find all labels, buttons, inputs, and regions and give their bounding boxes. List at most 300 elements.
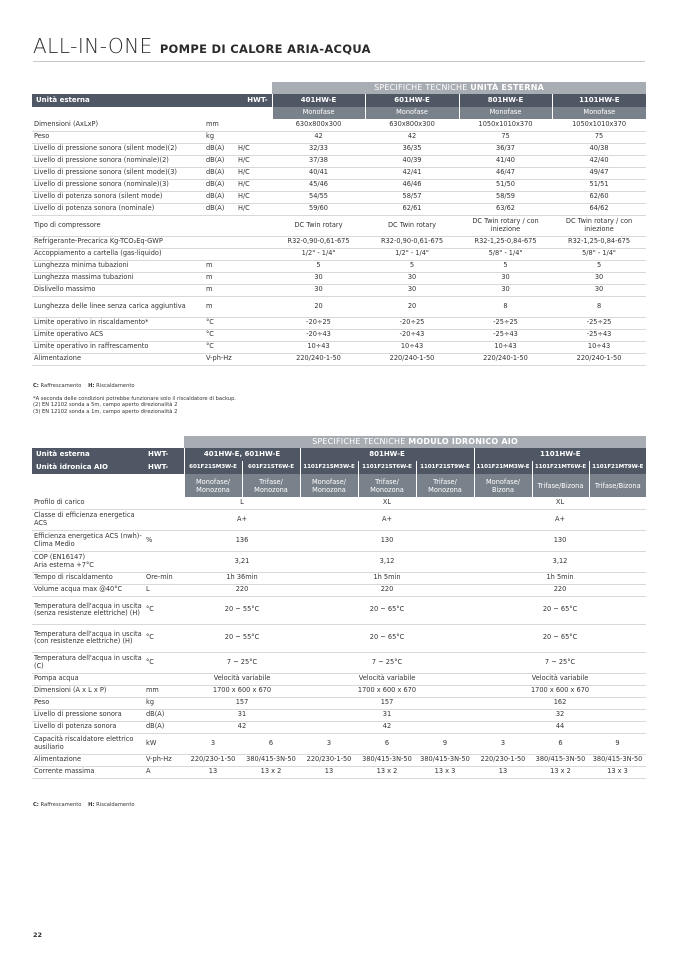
row-mode [236,329,272,341]
row-label: COP (EN16147) Aria esterna +7°C [32,551,144,572]
header-divider [33,61,645,62]
cell-value: 51/50 [459,179,552,191]
row-label: Capacità riscaldatore elettrico ausiliario [32,733,144,754]
cell-value: 49/47 [552,167,646,179]
table-row [32,709,646,721]
cell-value: Velocità variabile [300,673,474,685]
hydronic-model: 1101F21MT6W-E [532,461,589,474]
cell-value: 1700 x 600 x 670 [300,685,474,697]
row-label: Temperatura dell'acqua in uscita (senza resistenze elettriche) (H) [32,596,144,624]
page-title: ALL-IN-ONE [33,34,153,58]
cell-value: 32 [474,709,646,721]
cell-value: 1050x1010x370 [552,119,646,131]
cell-value: 13 x 2 [532,766,589,778]
cell-value: 220/230-1-50 [300,754,358,766]
cell-value: 7 ~ 25°C [184,652,300,673]
row-label: Tipo di compressore [32,215,204,236]
row-mode [236,284,272,296]
row-mode [236,215,272,236]
row-mode [236,272,272,284]
outdoor-phase-row [32,107,646,119]
cell-value: 59/60 [272,203,365,215]
cell-value: 6 [242,733,300,754]
cell-value: 162 [474,697,646,709]
cell-value: 3,12 [474,551,646,572]
cell-value: 42 [365,131,459,143]
cell-value: 58/57 [365,191,459,203]
row-unit: A [144,766,184,778]
cell-value: XL [474,497,646,509]
cell-value: 220/230-1-50 [474,754,532,766]
row-unit: m [204,296,236,317]
table-row [32,530,646,551]
cell-value: 3,21 [184,551,300,572]
cell-value: 220/240-1-50 [459,353,552,365]
row-mode: H/C [236,143,272,155]
cell-value: 75 [552,131,646,143]
cell-value: 136 [184,530,300,551]
row-unit: m [204,272,236,284]
row-label: Volume acqua max @40°C [32,584,144,596]
row-unit: % [144,530,184,551]
footnote-3: (3) EN 12102 sonda a 1m, campo aperto direzionalità 2 [33,408,178,415]
cell-value: 130 [474,530,646,551]
cell-value: 58/59 [459,191,552,203]
table-row [32,155,646,167]
cell-value: 7 ~ 25°C [474,652,646,673]
row-unit: dB(A) [144,709,184,721]
cell-value: 380/415-3N-50 [416,754,474,766]
cell-value: 10÷43 [552,341,646,353]
row-unit: °C [144,624,184,652]
cell-value: 44 [474,721,646,733]
row-label: Limite operativo ACS [32,329,204,341]
row-label: Livello di pressione sonora (silent mode)(2) [32,143,204,155]
hydronic-module-spec-table [32,436,646,779]
outdoor-unit-label: Unità esterna [32,448,144,461]
row-unit [204,215,236,236]
cell-value: 46/46 [365,179,459,191]
cell-value: -25÷43 [459,329,552,341]
cell-value: 20 ~ 65°C [474,624,646,652]
row-unit: V-ph-Hz [144,754,184,766]
cell-value: 30 [272,284,365,296]
phase-cell: Monofase [365,107,459,119]
cell-value: 42 [184,721,300,733]
cell-value: -25÷25 [459,317,552,329]
row-label: Tempo di riscaldamento [32,572,144,584]
cell-value: 30 [552,284,646,296]
row-label: Temperatura dell'acqua in uscita (con resistenze elettriche) (H) [32,624,144,652]
cell-value: 13 [184,766,242,778]
row-unit: dB(A) [204,143,236,155]
row-label: Livello di pressione sonora (nominale)(2) [32,155,204,167]
page-number: 22 [33,931,43,939]
row-label: Livello di potenza sonora (silent mode) [32,191,204,203]
table-row [32,272,646,284]
cell-value: DC Twin rotary / con iniezione [459,215,552,236]
model-prefix: HWT- [144,461,184,474]
cell-value: 54/55 [272,191,365,203]
cell-value: 6 [358,733,416,754]
cell-value: 37/38 [272,155,365,167]
row-unit: dB(A) [204,167,236,179]
row-unit: °C [204,317,236,329]
cell-value: 1700 x 600 x 670 [474,685,646,697]
cell-value: 36/35 [365,143,459,155]
cell-value: 1h 5min [300,572,474,584]
cell-value: 42/40 [552,155,646,167]
hydronic-model: 1101F21ST9W-E [416,461,474,474]
cell-value: 3,12 [300,551,474,572]
table-row [32,509,646,530]
row-unit: °C [204,341,236,353]
cell-value: 20 ~ 55°C [184,596,300,624]
cell-value: 1h 36min [184,572,300,584]
cell-value: 3 [474,733,532,754]
hydronic-model-row [32,461,646,474]
row-unit: m [204,260,236,272]
cell-value: 30 [459,272,552,284]
cell-value: 220/240-1-50 [272,353,365,365]
table-row [32,119,646,131]
row-label: Temperatura dell'acqua in uscita (C) [32,652,144,673]
row-unit: mm [204,119,236,131]
table-row [32,260,646,272]
cell-value: 8 [459,296,552,317]
cell-value: 42/41 [365,167,459,179]
cell-value: R32-0,90-0,61-675 [272,236,365,248]
row-label: Accoppiamento a cartella (gas-liquido) [32,248,204,260]
cell-value: 5 [272,260,365,272]
table-row [32,203,646,215]
row-label: Peso [32,697,144,709]
cell-value: 5/8" - 1/4" [459,248,552,260]
row-label: Refrigerante-Precarica Kg-TCO₂Eq-GWP [32,236,204,248]
cell-value: R32-0,90-0,61-675 [365,236,459,248]
cell-value: 30 [459,284,552,296]
cell-value: 31 [300,709,474,721]
row-mode [236,131,272,143]
cell-value: A+ [474,509,646,530]
page-header [33,34,371,58]
hydronic-model: 1101F21SM3W-E [300,461,358,474]
cell-value: 13 x 2 [242,766,300,778]
cell-value: -20÷25 [365,317,459,329]
row-label: Livello di potenza sonora [32,721,144,733]
row-unit: °C [144,596,184,624]
table-row [32,754,646,766]
table-row [32,624,646,652]
row-unit: dB(A) [204,191,236,203]
cell-value: Velocità variabile [474,673,646,685]
phase-cell: Monofase [552,107,646,119]
cell-value: 10÷43 [459,341,552,353]
row-label: Livello di pressione sonora [32,709,144,721]
table-row [32,721,646,733]
cell-value: 220/240-1-50 [552,353,646,365]
cell-value: 20 ~ 55°C [184,624,300,652]
hydronic-phase-row [32,474,646,497]
cell-value: 630x800x300 [365,119,459,131]
table-row [32,584,646,596]
row-label: Livello di pressione sonora (silent mode)(3) [32,167,204,179]
cell-value: 220 [184,584,300,596]
hydronic-model: 1101F21MT9W-E [589,461,646,474]
row-label: Alimentazione [32,754,144,766]
table-row [32,341,646,353]
cell-value: -25÷43 [552,329,646,341]
cell-value: 5 [552,260,646,272]
row-label: Efficienza energetica ACS (nwh)- Clima Medio [32,530,144,551]
cell-value: A+ [300,509,474,530]
phase-cell: Trifase/ Monozona [358,474,416,497]
cell-value: 1h 5min [474,572,646,584]
cell-value: 41/40 [459,155,552,167]
model-601: 601HW-E [365,94,459,107]
cell-value: 380/415-3N-50 [242,754,300,766]
cell-value: 13 x 3 [416,766,474,778]
cell-value: 157 [300,697,474,709]
cell-value: 42 [300,721,474,733]
row-mode: H/C [236,155,272,167]
cell-value: 40/39 [365,155,459,167]
row-mode [236,317,272,329]
cell-value: 20 ~ 65°C [474,596,646,624]
row-label: Lunghezza minima tubazioni [32,260,204,272]
cell-value: 40/38 [552,143,646,155]
cell-value: 30 [552,272,646,284]
model-prefix: HWT- [236,94,272,107]
row-mode: H/C [236,167,272,179]
cell-value: 380/415-3N-50 [589,754,646,766]
cell-value: 13 x 2 [358,766,416,778]
row-mode [236,236,272,248]
row-mode: H/C [236,203,272,215]
table-row [32,143,646,155]
cell-value: 5/8" - 1/4" [552,248,646,260]
cell-value: 46/47 [459,167,552,179]
model-1101: 1101HW-E [552,94,646,107]
cell-value: 62/60 [552,191,646,203]
cell-value: Velocità variabile [184,673,300,685]
cell-value: DC Twin rotary / con iniezione [552,215,646,236]
cell-value: 1/2" - 1/4" [365,248,459,260]
table-row [32,329,646,341]
table-row [32,317,646,329]
row-label: Limite operativo in raffrescamento [32,341,204,353]
cell-value: -20÷25 [272,317,365,329]
row-label: Dimensioni (AxLxP) [32,119,204,131]
table-row [32,685,646,697]
cell-value: -20÷43 [365,329,459,341]
model-801: 801HW-E [459,94,552,107]
outdoor-unit-spec-table [32,82,646,366]
cell-value: 36/37 [459,143,552,155]
cell-value: 220/230-1-50 [184,754,242,766]
cell-value: XL [300,497,474,509]
cell-value: 20 [365,296,459,317]
table-row [32,652,646,673]
cell-value: R32-1,25-0,84-675 [552,236,646,248]
row-label: Dimensioni (A x L x P) [32,685,144,697]
cell-value: 10÷43 [365,341,459,353]
cell-value: 40/41 [272,167,365,179]
hydronic-unit-label: Unità idronica AIO [32,461,144,474]
table-row [32,697,646,709]
hydronic-model: 1101F21ST6W-E [358,461,416,474]
cell-value: 220 [474,584,646,596]
spec-header-hydronic: SPECIFICHE TECNICHE MODULO IDRONICO AIO [184,436,646,448]
table-row [32,353,646,365]
cell-value: -20÷43 [272,329,365,341]
cell-value: 630x800x300 [272,119,365,131]
row-label: Lunghezza delle linee senza carica aggiuntiva [32,296,204,317]
cell-value: 1700 x 600 x 670 [184,685,300,697]
row-label: Livello di pressione sonora (nominale)(3) [32,179,204,191]
cell-value: 20 ~ 65°C [300,596,474,624]
row-mode [236,296,272,317]
cell-value: 1/2" - 1/4" [272,248,365,260]
phase-cell: Monofase/ Monozona [300,474,358,497]
table-row [32,766,646,778]
cell-value: 64/62 [552,203,646,215]
phase-cell: Monofase [272,107,365,119]
row-label: Profilo di carico [32,497,144,509]
row-unit: dB(A) [204,179,236,191]
row-unit: dB(A) [204,203,236,215]
cell-value: 6 [532,733,589,754]
cell-value: 20 ~ 65°C [300,624,474,652]
row-label: Lunghezza massima tubazioni [32,272,204,284]
row-label: Peso [32,131,204,143]
row-unit [204,248,236,260]
table-row [32,733,646,754]
row-mode [236,341,272,353]
row-mode [236,119,272,131]
row-unit: kW [144,733,184,754]
cell-value: 62/61 [365,203,459,215]
cell-value: 380/415-3N-50 [358,754,416,766]
cell-value: 1050x1010x370 [459,119,552,131]
footnote-backup: *A seconda delle condizioni potrebbe funzionare solo il riscaldatore di backup. [33,396,237,402]
cell-value: 10÷43 [272,341,365,353]
row-mode [236,353,272,365]
row-mode: H/C [236,179,272,191]
table-row [32,572,646,584]
cell-value: 45/46 [272,179,365,191]
cell-value: 157 [184,697,300,709]
phase-cell: Trifase/Bizona [589,474,646,497]
legend-outdoor: C: Raffrescamento H: Riscaldamento [33,383,135,389]
cell-value: 30 [365,272,459,284]
cell-value: 3 [300,733,358,754]
model-401: 401HW-E [272,94,365,107]
row-label: Alimentazione [32,353,204,365]
table-row [32,248,646,260]
cell-value: 130 [300,530,474,551]
row-unit: dB(A) [144,721,184,733]
row-unit [204,236,236,248]
model-prefix: HWT- [144,448,184,461]
table-row [32,236,646,248]
cell-value: 13 x 3 [589,766,646,778]
page-subtitle: POMPE DI CALORE ARIA-ACQUA [159,42,371,56]
cell-value: 9 [416,733,474,754]
cell-value: R32-1,25-0,84-675 [459,236,552,248]
hydronic-model: 1101F21MM3W-E [474,461,532,474]
row-unit: m [204,284,236,296]
phase-cell: Trifase/Bizona [532,474,589,497]
cell-value: 7 ~ 25°C [300,652,474,673]
table-row [32,497,646,509]
cell-value: 13 [300,766,358,778]
cell-value: 5 [459,260,552,272]
row-mode [236,260,272,272]
row-unit: °C [144,652,184,673]
row-unit: °C [204,329,236,341]
cell-value: 42 [272,131,365,143]
cell-value: 30 [272,272,365,284]
cell-value: DC Twin rotary [272,215,365,236]
row-unit: Ore-min [144,572,184,584]
table-row [32,179,646,191]
row-unit: dB(A) [204,155,236,167]
hydronic-model: 601F21ST6W-E [242,461,300,474]
row-unit: L [144,584,184,596]
cell-value: 63/62 [459,203,552,215]
cell-value: 8 [552,296,646,317]
spec-header-outdoor: SPECIFICHE TECNICHE UNITÀ ESTERNA [272,82,646,94]
table-row [32,167,646,179]
group-1101: 1101HW-E [474,448,646,461]
cell-value: 31 [184,709,300,721]
row-mode [236,248,272,260]
cell-value: 9 [589,733,646,754]
cell-value: L [184,497,300,509]
cell-value: 32/33 [272,143,365,155]
phase-cell: Monofase/ Monozona [184,474,242,497]
hydronic-model: 601F21SM3W-E [184,461,242,474]
row-label: Corrente massima [32,766,144,778]
table-row [32,284,646,296]
footnote-2: (2) EN 12102 sonda a 5m, campo aperto direzionalità 2 [33,402,178,409]
table-row [32,551,646,572]
table-row [32,191,646,203]
outdoor-model-header-row [32,94,646,107]
cell-value: 30 [365,284,459,296]
table-row [32,131,646,143]
phase-cell: Monofase/ Bizona [474,474,532,497]
row-unit: kg [144,697,184,709]
legend-hydronic: C: Raffrescamento H: Riscaldamento [33,802,135,808]
cell-value: 220/240-1-50 [365,353,459,365]
row-label: Limite operativo in riscaldamento* [32,317,204,329]
row-unit: kg [204,131,236,143]
cell-value: 3 [184,733,242,754]
table-row [32,296,646,317]
phase-cell: Monofase [459,107,552,119]
row-label: Classe di efficienza energetica ACS [32,509,144,530]
table-row [32,215,646,236]
cell-value: 13 [474,766,532,778]
group-401-601: 401HW-E, 601HW-E [184,448,300,461]
row-unit: V-ph-Hz [204,353,236,365]
footnotes-outdoor [33,396,236,415]
row-mode: H/C [236,191,272,203]
outdoor-group-row [32,448,646,461]
row-label: Livello di potenza sonora (nominale) [32,203,204,215]
